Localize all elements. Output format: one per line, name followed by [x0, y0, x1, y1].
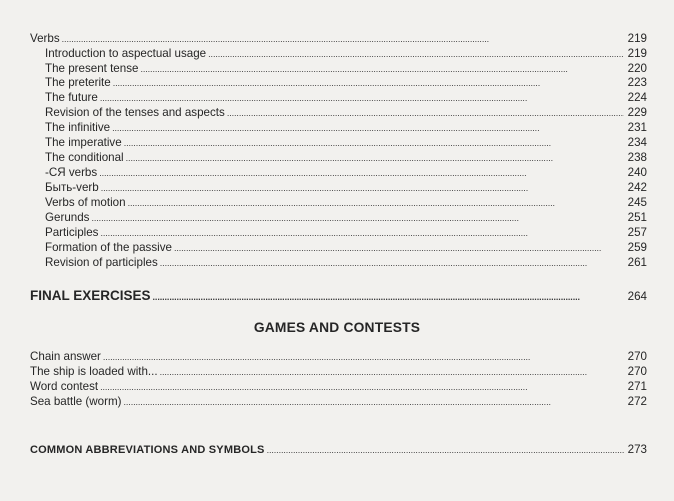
toc-entry-label: -СЯ verbs — [45, 166, 98, 179]
toc-page-number: 240 — [627, 166, 647, 179]
toc-entry-label: Revision of participles — [45, 256, 158, 269]
toc-entry-verbs[interactable] — [30, 32, 647, 46]
toc-entry-label: Verbs — [30, 32, 60, 45]
toc-page-number: 231 — [627, 121, 647, 134]
toc-subentry[interactable] — [45, 106, 647, 120]
toc-page-number: 251 — [627, 211, 647, 224]
toc-page-number: 257 — [627, 226, 647, 239]
toc-subentry[interactable] — [45, 136, 647, 150]
dot-leader — [113, 76, 624, 90]
dot-leader — [174, 241, 624, 255]
toc-entry-label: The conditional — [45, 151, 124, 164]
toc-entry[interactable] — [30, 380, 647, 394]
toc-entry[interactable] — [30, 365, 647, 379]
toc-page-number: 219 — [627, 32, 647, 45]
toc-entry-label: The infinitive — [45, 121, 111, 134]
toc-subentry[interactable] — [45, 226, 647, 240]
dot-leader — [100, 380, 624, 394]
toc-subentry[interactable] — [45, 241, 647, 255]
toc-subentry[interactable] — [45, 166, 647, 180]
toc-entry-label: The ship is loaded with... — [30, 365, 158, 378]
toc-entry-label: The future — [45, 91, 98, 104]
dot-leader — [227, 106, 624, 120]
dot-leader — [101, 181, 624, 195]
toc-page-number: 234 — [627, 136, 647, 149]
dot-leader — [160, 365, 624, 379]
toc-subentry[interactable] — [45, 196, 647, 210]
dot-leader — [100, 91, 624, 105]
toc-page-number: 229 — [627, 106, 647, 119]
toc-entry-label: Participles — [45, 226, 99, 239]
toc-subentry[interactable] — [45, 151, 647, 165]
dot-leader — [99, 166, 623, 180]
dot-leader — [267, 443, 624, 457]
dot-leader — [103, 350, 624, 364]
dot-leader — [124, 136, 624, 150]
dot-leader — [208, 47, 624, 61]
toc-page-number: 270 — [627, 365, 647, 378]
toc-entry-final-exercises[interactable] — [30, 289, 647, 304]
toc-entry[interactable] — [30, 350, 647, 364]
dot-leader — [128, 196, 624, 210]
toc-subentry[interactable] — [45, 256, 647, 270]
toc-subentry[interactable] — [45, 121, 647, 135]
toc-entry-label: Быть-verb — [45, 181, 99, 194]
toc-entry-label: Sea battle (worm) — [30, 395, 122, 408]
toc-entry-label: FINAL EXERCISES — [30, 288, 151, 303]
dot-leader — [140, 62, 623, 76]
toc-entry-label: The present tense — [45, 62, 139, 75]
toc-page-number: 245 — [627, 196, 647, 209]
toc-page-number: 273 — [627, 443, 647, 456]
toc-entry-label: Chain answer — [30, 350, 101, 363]
toc-page-number: 270 — [627, 350, 647, 363]
dot-leader — [160, 256, 624, 270]
dot-leader — [62, 32, 624, 46]
toc-entry[interactable] — [30, 395, 647, 409]
toc-page-number: 242 — [627, 181, 647, 194]
dot-leader — [126, 151, 624, 165]
toc-page-number: 261 — [627, 256, 647, 269]
toc-entry-label: The imperative — [45, 136, 122, 149]
toc-subentry[interactable] — [45, 91, 647, 105]
dot-leader — [112, 121, 624, 135]
toc-subentry[interactable] — [45, 211, 647, 225]
toc-page-number: 224 — [627, 91, 647, 104]
section-heading: GAMES AND CONTESTS — [253, 320, 421, 335]
toc-page-number: 219 — [627, 47, 647, 60]
toc-entry-label: COMMON ABBREVIATIONS AND SYMBOLS — [30, 444, 265, 456]
toc-page-number: 220 — [627, 62, 647, 75]
dot-leader — [100, 226, 623, 240]
toc-page-number: 264 — [627, 290, 647, 303]
toc-entry-label: Word contest — [30, 380, 99, 393]
toc-page-number: 223 — [627, 76, 647, 89]
toc-entry-abbreviations[interactable] — [30, 443, 647, 457]
toc-entry-label: Introduction to aspectual usage — [45, 47, 207, 60]
toc-page-number: 259 — [627, 241, 647, 254]
toc-subentry[interactable] — [45, 181, 647, 195]
toc-entry-label: Formation of the passive — [45, 241, 172, 254]
toc-entry-label: Revision of the tenses and aspects — [45, 106, 225, 119]
dot-leader — [124, 395, 624, 409]
toc-subentry[interactable] — [45, 76, 647, 90]
toc-subentry[interactable] — [45, 47, 647, 61]
toc-entry-label: Verbs of motion — [45, 196, 126, 209]
toc-page-number: 272 — [627, 395, 647, 408]
toc-page-number: 238 — [627, 151, 647, 164]
toc-page-number: 271 — [627, 380, 647, 393]
toc-subentry[interactable] — [45, 62, 647, 76]
toc-entry-label: Gerunds — [45, 211, 90, 224]
dot-leader — [153, 290, 624, 304]
toc-entry-label: The preterite — [45, 76, 111, 89]
dot-leader — [91, 211, 623, 225]
